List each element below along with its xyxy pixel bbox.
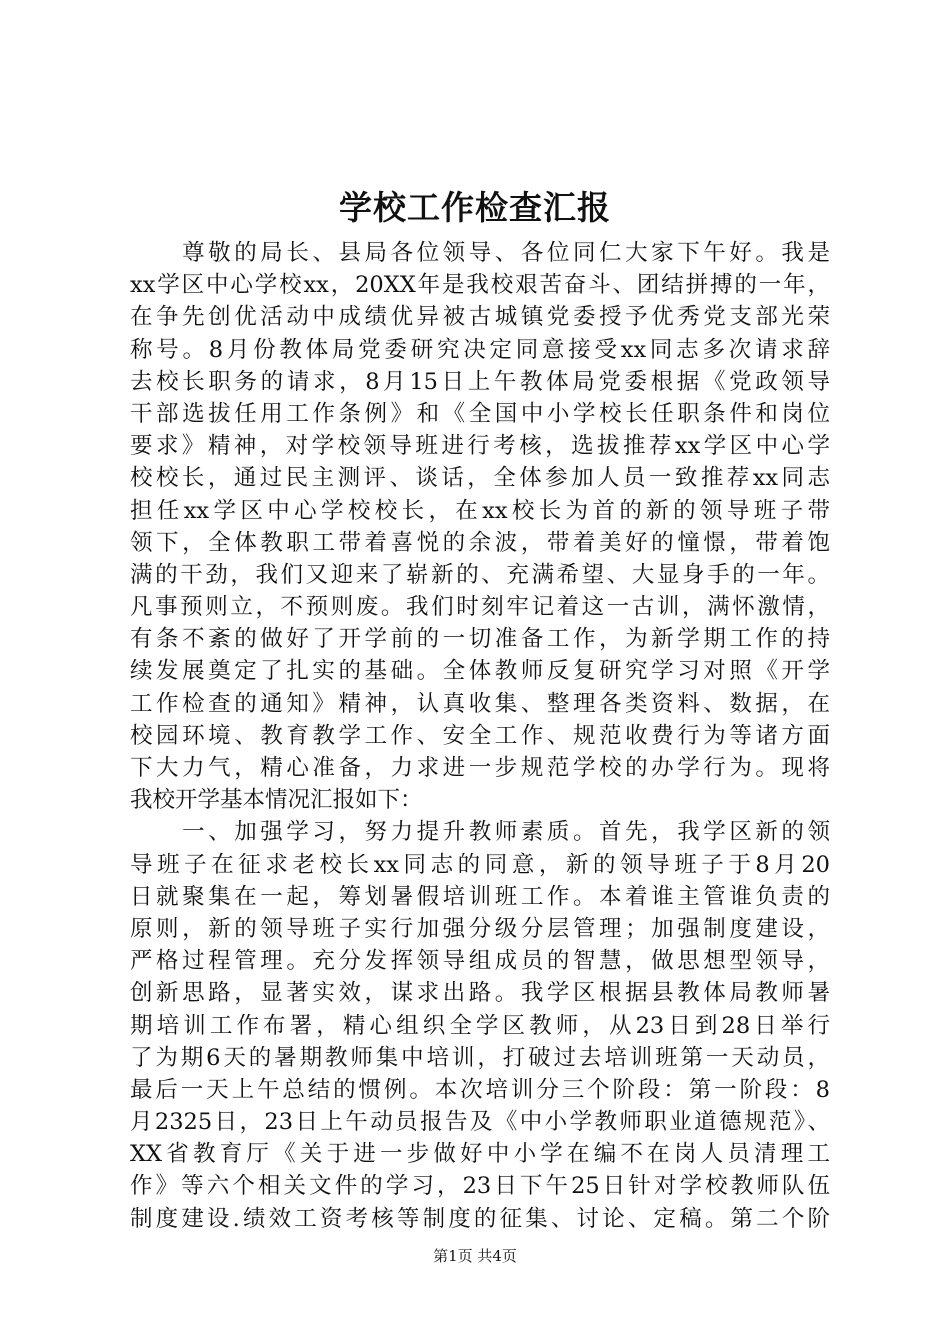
body-line: 校园环境、教育教学工作、安全工作、规范收费行为等诸方面 xyxy=(130,722,830,749)
body-line: 期培训工作布署，精心组织全学区教师，从23日到28日举行 xyxy=(130,1012,830,1039)
body-line: 下大力气，精心准备，力求进一步规范学校的办学行为。现将 xyxy=(130,755,830,781)
body-line: 一、加强学习，努力提升教师素质。首先，我学区新的领 xyxy=(130,819,830,846)
body-line: XX省教育厅《关于进一步做好中小学在编不在岗人员清理工 xyxy=(130,1141,830,1168)
page-number-footer: 第1页 共4页 xyxy=(433,1247,517,1265)
body-line: 续发展奠定了扎实的基础。全体教师反复研究学习对照《开学 xyxy=(130,658,830,685)
body-line: 最后一天上午总结的惯例。本次培训分三个阶段：第一阶段：8 xyxy=(130,1076,830,1103)
body-line: 尊敬的局长、县局各位领导、各位同仁大家下午好。我是 xyxy=(130,240,830,266)
body-line: 创新思路，显著实效，谋求出路。我学区根据县教体局教师暑 xyxy=(130,980,830,1007)
body-line: 要求》精神，对学校领导班进行考核，选拔推荐xx学区中心学 xyxy=(130,433,830,460)
body-line: 作》等六个相关文件的学习，23日下午25日针对学校教师队伍 xyxy=(130,1173,830,1200)
document-title: 学校工作检查汇报 xyxy=(339,188,611,227)
body-line: 日就聚集在一起，筹划暑假培训班工作。本着谁主管谁负责的 xyxy=(130,883,830,910)
body-line: 原则，新的领导班子实行加强分级分层管理；加强制度建设， xyxy=(130,915,830,942)
body-line: 工作检查的通知》精神，认真收集、整理各类资料、数据，在 xyxy=(130,690,830,717)
body-line: 去校长职务的请求，8月15日上午教体局党委根据《党政领导 xyxy=(130,368,830,395)
body-line: 干部选拔任用工作条例》和《全国中小学校长任职条件和岗位 xyxy=(130,400,830,427)
body-line: 了为期6天的暑期教师集中培训，打破过去培训班第一天动员， xyxy=(130,1044,830,1071)
body-line: 导班子在征求老校长xx同志的同意，新的领导班子于8月20 xyxy=(130,851,830,878)
body-line: 校校长，通过民主测评、谈话，全体参加人员一致推荐xx同志 xyxy=(130,465,830,492)
body-line: xx学区中心学校xx，20XX年是我校艰苦奋斗、团结拼搏的一年， xyxy=(130,272,830,299)
body-line: 有条不紊的做好了开学前的一切准备工作，为新学期工作的持 xyxy=(130,626,830,653)
body-line: 满的干劲，我们又迎来了崭新的、充满希望、大显身手的一年。 xyxy=(130,561,830,588)
document-body xyxy=(130,237,830,1235)
body-line: 领下，全体教职工带着喜悦的余波，带着美好的憧憬，带着饱 xyxy=(130,529,830,556)
body-line: 凡事预则立，不预则废。我们时刻牢记着这一古训，满怀激情， xyxy=(130,594,830,621)
body-line: 月2325日，23日上午动员报告及《中小学教师职业道德规范》、 xyxy=(130,1109,830,1136)
body-line: 称号。8月份教体局党委研究决定同意接受xx同志多次请求辞 xyxy=(130,336,830,363)
body-line: 严格过程管理。充分发挥领导组成员的智慧，做思想型领导， xyxy=(130,948,830,975)
body-line: 在争先创优活动中成绩优异被古城镇党委授予优秀党支部光荣 xyxy=(130,304,830,331)
body-line: 我校开学基本情况汇报如下： xyxy=(130,787,423,814)
body-line: 担任xx学区中心学校校长，在xx校长为首的新的领导班子带 xyxy=(130,497,830,524)
body-line: 制度建设.绩效工资考核等制度的征集、讨论、定稿。第二个阶 xyxy=(130,1205,830,1232)
